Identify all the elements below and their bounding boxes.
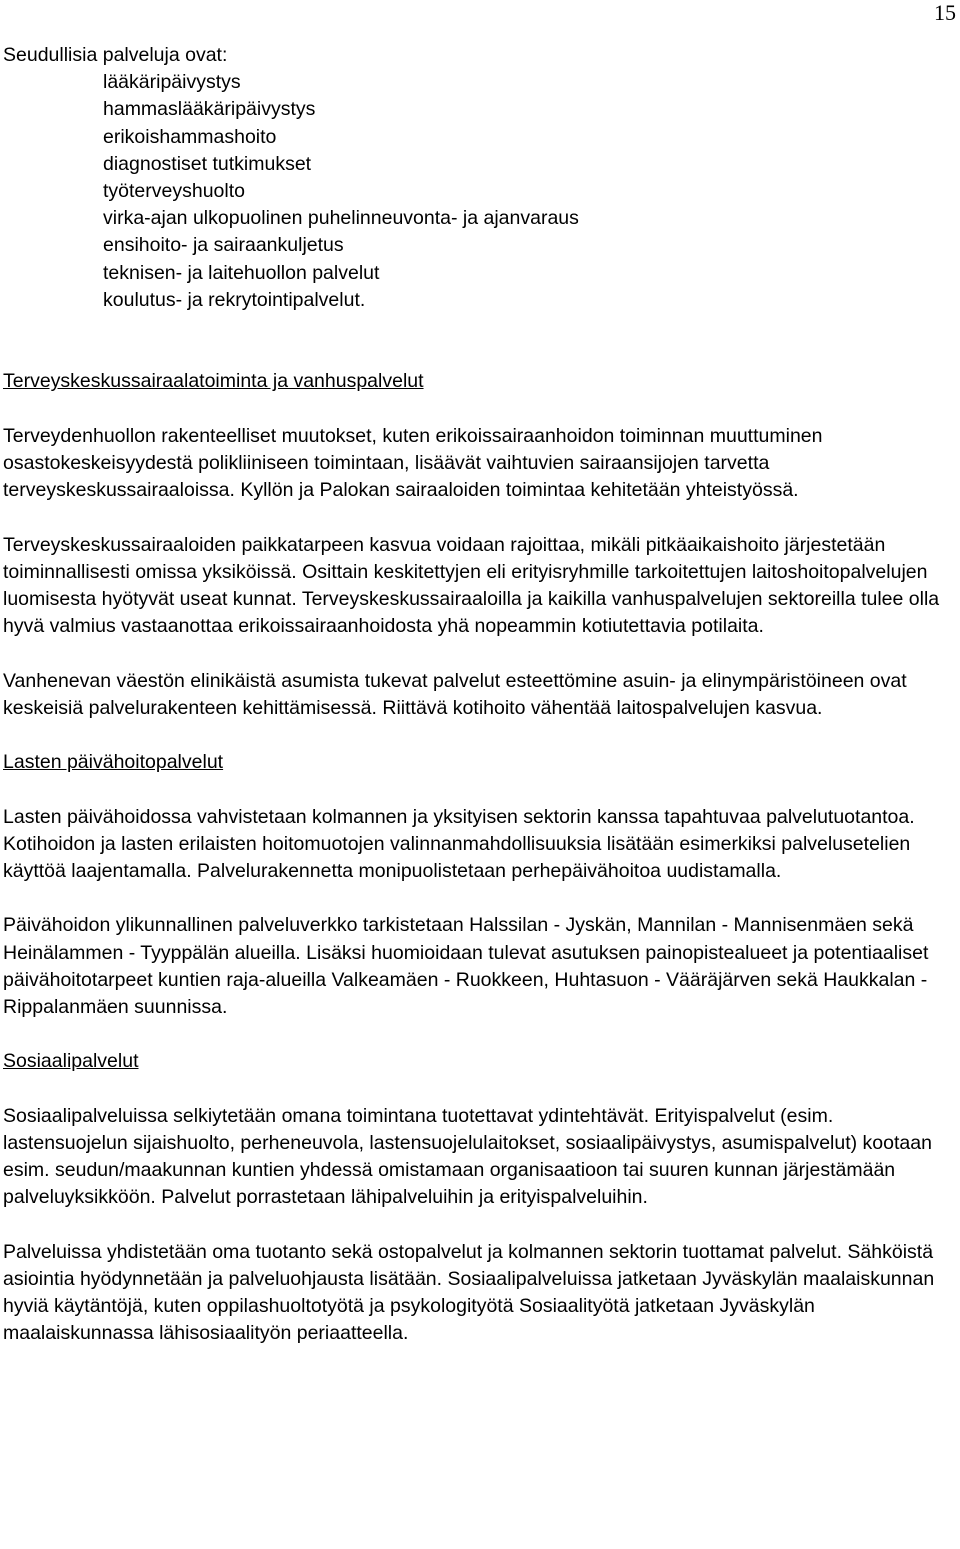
section-heading-health-centre-hospitals: Terveyskeskussairaalatoiminta ja vanhuspalvelut bbox=[3, 370, 424, 393]
regional-services-intro: Seudullisia palveluja ovat: bbox=[3, 44, 228, 66]
paragraph: Terveyskeskussairaaloiden paikkatarpeen kasvua voidaan rajoittaa, mikäli pitkäaikaishoito järjestetään toiminnallisesti omissa yksiköissä. Osittain keskitettyjen eli erityisryhmille tarkoitettujen laitoshoitopalvelujen luomisesta hyötyvät useat kunnat. Terveyskeskussairaaloilla ja kaikilla vanhuspalvelujen sektoreilla tulee olla hyvä valmius vastaanottaa erikoissairaanhoidosta yhä nopeammin kotiutettavia potilaita. bbox=[3, 533, 940, 638]
list-item: ensihoito- ja sairaankuljetus bbox=[103, 234, 344, 257]
document-body bbox=[3, 42, 953, 1348]
paragraph: Päivähoidon ylikunnallinen palveluverkko tarkistetaan Halssilan - Jyskän, Mannilan - Mannisenmäen sekä Heinälammen - Tyyppälän alueilla. Lisäksi huomioidaan tulevat asutuksen painopistealueet ja potentiaaliset päivähoitotarpeet kuntien raja-alueilla Valkeamäen - Ruokkeen, Huhtasuon - Vääräjärven sekä Haukkalan - Rippalanmäen suunnissa. bbox=[3, 914, 929, 1018]
paragraph: Lasten päivähoidossa vahvistetaan kolmannen ja yksityisen sektorin kanssa tapahtuvaa palvelutuotantoa. Kotihoidon ja lasten erilaisten hoitomuotojen valinnanmahdollisuuksia lisätään esimerkiksi palvelusetelien käyttöä laajentamalla. Palvelurakennetta monipuolistetaan perhepäivähoitoa uudistamalla. bbox=[3, 805, 915, 882]
page-number: 15 bbox=[934, 0, 956, 25]
list-item: koulutus- ja rekrytointipalvelut. bbox=[103, 288, 366, 311]
section-heading-child-daycare: Lasten päivähoitopalvelut bbox=[3, 751, 224, 774]
list-item: diagnostiset tutkimukset bbox=[103, 152, 312, 175]
paragraph: Sosiaalipalveluissa selkiytetään omana toimintana tuotettavat ydintehtävät. Erityispalvelut (esim. lastensuojelun sijaishuolto, perheneuvola, lastensuojelulaitokset, sosiaalipäivystys, asumispalvelut) kootaan esim. seudun/maakunnan kuntien yhdessä omistamaan organisaatioon tai suuren kunnan järjestämään palveluyksikköön. Palvelut porrastetaan lähipalveluihin ja erityispalveluihin. bbox=[3, 1104, 932, 1209]
list-item: hammaslääkäripäivystys bbox=[103, 98, 316, 121]
section-heading-social-services: Sosiaalipalvelut bbox=[3, 1050, 139, 1073]
paragraph: Vanhenevan väestön elinikäistä asumista tukevat palvelut esteettömine asuin- ja elinympäristöineen ovat keskeisiä palvelurakenteen kehittämisessä. Riittävä kotihoito vähentää laitospalvelujen kasvua. bbox=[3, 669, 907, 719]
paragraph: Terveydenhuollon rakenteelliset muutokset, kuten erikoissairaanhoidon toiminnan muuttuminen osastokeskeisyydestä polikliiniseen toimintaan, lisäävät vaihtuvien sairaansijojen tarvetta terveyskeskussairaaloissa. Kyllön ja Palokan sairaaloiden toimintaa kehitetään yhteistyössä. bbox=[3, 424, 823, 502]
list-item: lääkäripäivystys bbox=[103, 71, 241, 94]
regional-services-list bbox=[3, 69, 953, 314]
list-item: erikoishammashoito bbox=[103, 125, 277, 148]
list-item: teknisen- ja laitehuollon palvelut bbox=[103, 261, 380, 284]
list-item: virka-ajan ulkopuolinen puhelinneuvonta- ja ajanvaraus bbox=[103, 207, 579, 230]
list-item: työterveyshuolto bbox=[103, 180, 245, 203]
paragraph: Palveluissa yhdistetään oma tuotanto sekä ostopalvelut ja kolmannen sektorin tuottamat palvelut. Sähköistä asiointia hyödynnetään ja palveluohjausta lisätään. Sosiaalipalveluissa jatketaan Jyväskylän maalaiskunnan hyviä käytäntöjä, kuten oppilashuoltotyötä ja psykologityötä Sosiaalityötä jatketaan Jyväskylän maalaiskunnassa lähisosiaalityön periaatteella. bbox=[3, 1240, 935, 1345]
